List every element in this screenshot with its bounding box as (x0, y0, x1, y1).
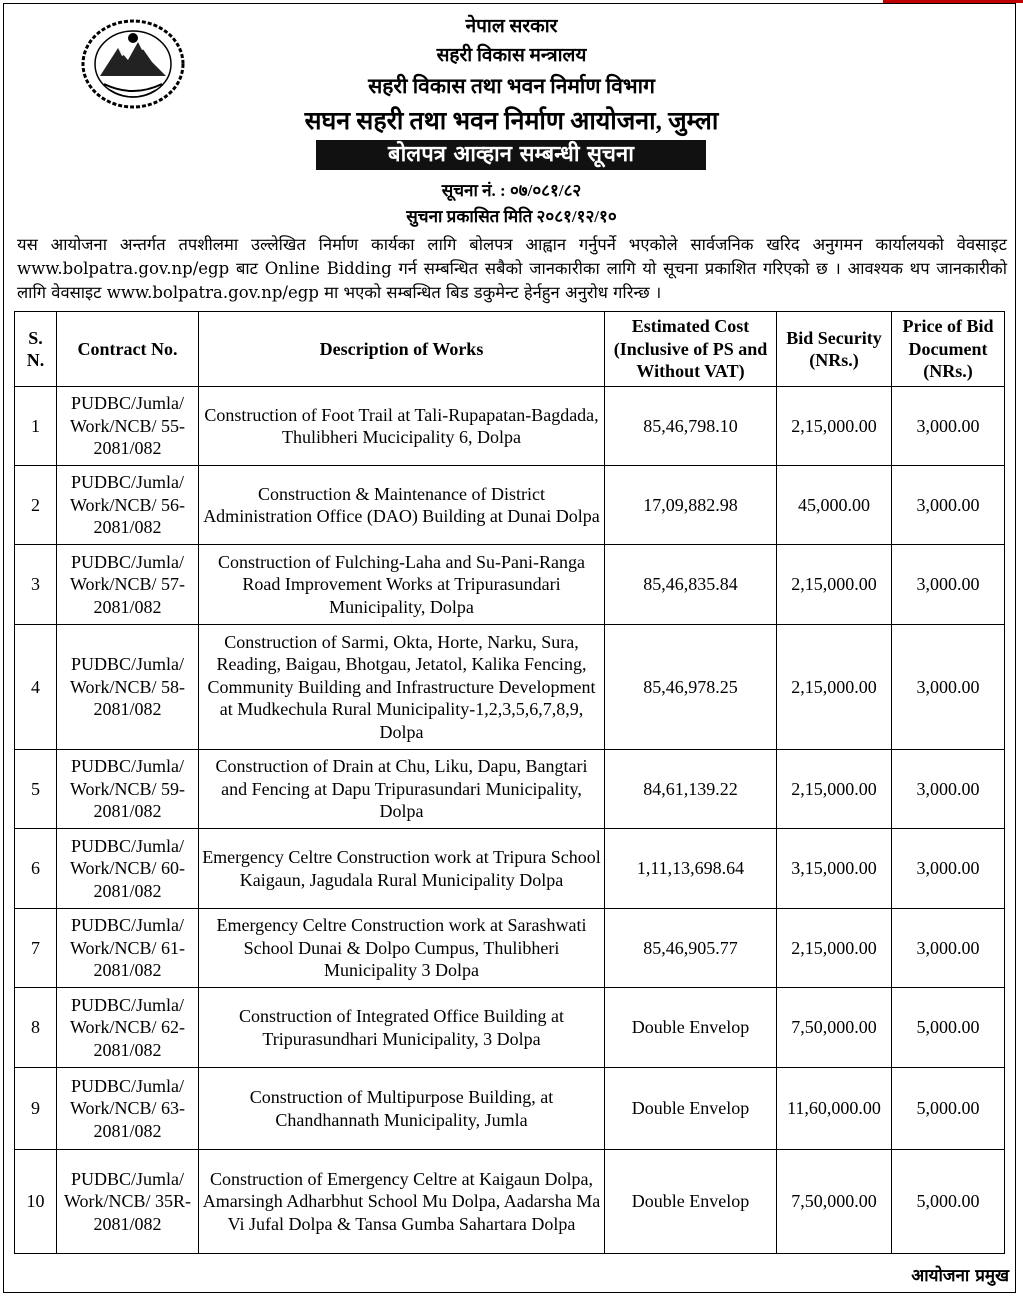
cell-contract-no: PUDBC/Jumla/ Work/NCB/ 60-2081/082 (57, 829, 199, 909)
cell-description: Construction of Integrated Office Building at Tripurasundhari Municipality, 3 Dolpa (199, 988, 605, 1068)
cell-bid-document-price: 3,000.00 (892, 466, 1005, 545)
table-row (15, 988, 1005, 1068)
cell-estimated-cost: Double Envelop (605, 988, 777, 1068)
header-description: Description of Works (199, 312, 605, 387)
cell-description: Construction & Maintenance of District Administration Office (DAO) Building at Dunai Dolpa (199, 466, 605, 545)
table-row (15, 466, 1005, 545)
cell-bid-document-price: 3,000.00 (892, 829, 1005, 909)
cell-bid-security: 7,50,000.00 (777, 1150, 892, 1254)
notice-title-banner: बोलपत्र आव्हान सम्बन्धी सूचना (316, 140, 706, 170)
published-date: सुचना प्रकासित मिति २०८१/१२/१० (406, 207, 617, 226)
signature-project-chief: आयोजना प्रमुख (911, 1266, 1009, 1286)
cell-sn: 7 (15, 909, 57, 988)
header-government: नेपाल सरकार (465, 16, 558, 37)
header-contract-no: Contract No. (57, 312, 199, 387)
table-row (15, 545, 1005, 625)
cell-bid-security: 2,15,000.00 (777, 909, 892, 988)
cell-description: Emergency Celtre Construction work at Tripura School Kaigaun, Jagudala Rural Municipality Dolpa (199, 829, 605, 909)
cell-contract-no: PUDBC/Jumla/ Work/NCB/ 56-2081/082 (57, 466, 199, 545)
notice-number: सूचना नं. : ०७/०८१/८२ (441, 181, 582, 200)
cell-bid-document-price: 3,000.00 (892, 387, 1005, 466)
cell-contract-no: PUDBC/Jumla/ Work/NCB/ 35R-2081/082 (57, 1150, 199, 1254)
cell-description: Construction of Emergency Celtre at Kaigaun Dolpa, Amarsingh Adharbhut School Mu Dolpa, Aadarsha Ma Vi Jufal Dolpa & Tansa Gumba Sahartara Dolpa (199, 1150, 605, 1254)
header-project: सघन सहरी तथा भवन निर्माण आयोजना, जुम्ला (304, 108, 719, 135)
cell-contract-no: PUDBC/Jumla/ Work/NCB/ 57-2081/082 (57, 545, 199, 625)
cell-bid-security: 3,15,000.00 (777, 829, 892, 909)
cell-estimated-cost: Double Envelop (605, 1068, 777, 1150)
header-department: सहरी विकास तथा भवन निर्माण विभाग (368, 74, 655, 98)
cell-bid-document-price: 3,000.00 (892, 909, 1005, 988)
cell-bid-security: 45,000.00 (777, 466, 892, 545)
cell-bid-document-price: 3,000.00 (892, 750, 1005, 829)
cell-contract-no: PUDBC/Jumla/ Work/NCB/ 63-2081/082 (57, 1068, 199, 1150)
table-row (15, 750, 1005, 829)
cell-sn: 8 (15, 988, 57, 1068)
cell-contract-no: PUDBC/Jumla/ Work/NCB/ 61-2081/082 (57, 909, 199, 988)
table-row (15, 1068, 1005, 1150)
cell-sn: 1 (15, 387, 57, 466)
header-bid-security: Bid Security (NRs.) (777, 312, 892, 387)
header-sn: S. N. (15, 312, 57, 387)
cell-bid-security: 2,15,000.00 (777, 625, 892, 750)
cell-estimated-cost: 85,46,835.84 (605, 545, 777, 625)
cell-bid-document-price: 3,000.00 (892, 545, 1005, 625)
cell-sn: 4 (15, 625, 57, 750)
intro-paragraph: यस आयोजना अन्तर्गत तपशीलमा उल्लेखित निर्माण कार्यका लागि बोलपत्र आह्वान गर्नुपर्ने भएकोले सार्वजनिक खरिद अनुगमन कार्यालयको वेवसाइट www.bolpatra.gov.np/egp बाट Online Bidding गर्न सम्बन्धित सबैको जानकारीका लागि यो सूचना प्रकाशित गरिएको छ । आवश्यक थप जानकारीको लागि वेवसाइट www.bolpatra.gov.np/egp मा भएको सम्बन्धित बिड डकुमेन्ट हेर्नहुन अनुरोध गरिन्छ । (17, 235, 1007, 302)
cell-sn: 6 (15, 829, 57, 909)
table-row (15, 829, 1005, 909)
cell-description: Construction of Foot Trail at Tali-Rupapatan-Bagdada, Thulibheri Mucicipality 6, Dolpa (199, 387, 605, 466)
cell-contract-no: PUDBC/Jumla/ Work/NCB/ 59-2081/082 (57, 750, 199, 829)
cell-estimated-cost: 1,11,13,698.64 (605, 829, 777, 909)
cell-description: Construction of Sarmi, Okta, Horte, Narku, Sura, Reading, Baigau, Bhotgau, Jetatol, Kalika Fencing, Community Building and Infrastructure Development at Mudkechula Rural Municipality-1,2,3,5,6,7,8,9, Dolpa (199, 625, 605, 750)
cell-bid-document-price: 5,000.00 (892, 1150, 1005, 1254)
cell-estimated-cost: 85,46,798.10 (605, 387, 777, 466)
cell-bid-security: 2,15,000.00 (777, 387, 892, 466)
cell-description: Emergency Celtre Construction work at Sarashwati School Dunai & Dolpo Cumpus, Thulibheri Municipality 3 Dolpa (199, 909, 605, 988)
cell-description: Construction of Multipurpose Building, at Chandhannath Municipality, Jumla (199, 1068, 605, 1150)
cell-estimated-cost: 85,46,905.77 (605, 909, 777, 988)
cell-sn: 2 (15, 466, 57, 545)
cell-estimated-cost: Double Envelop (605, 1150, 777, 1254)
cell-sn: 3 (15, 545, 57, 625)
cell-estimated-cost: 17,09,882.98 (605, 466, 777, 545)
cell-sn: 10 (15, 1150, 57, 1254)
cell-contract-no: PUDBC/Jumla/ Work/NCB/ 55-2081/082 (57, 387, 199, 466)
cell-bid-security: 2,15,000.00 (777, 750, 892, 829)
works-table (14, 311, 1005, 1254)
cell-sn: 9 (15, 1068, 57, 1150)
cell-contract-no: PUDBC/Jumla/ Work/NCB/ 62-2081/082 (57, 988, 199, 1068)
cell-contract-no: PUDBC/Jumla/ Work/NCB/ 58-2081/082 (57, 625, 199, 750)
table-row (15, 1150, 1005, 1254)
header-estimated-cost: Estimated Cost (Inclusive of PS and Without VAT) (605, 312, 777, 387)
cell-description: Construction of Fulching-Laha and Su-Pani-Ranga Road Improvement Works at Tripurasundari Municipality, Dolpa (199, 545, 605, 625)
table-row (15, 625, 1005, 750)
cell-bid-document-price: 5,000.00 (892, 988, 1005, 1068)
cell-bid-security: 11,60,000.00 (777, 1068, 892, 1150)
cell-description: Construction of Drain at Chu, Liku, Dapu, Bangtari and Fencing at Dapu Tripurasundari Municipality, Dolpa (199, 750, 605, 829)
cell-bid-document-price: 5,000.00 (892, 1068, 1005, 1150)
header-ministry: सहरी विकास मन्त्रालय (436, 45, 587, 66)
table-row (15, 909, 1005, 988)
cell-estimated-cost: 85,46,978.25 (605, 625, 777, 750)
cell-bid-security: 2,15,000.00 (777, 545, 892, 625)
cell-bid-document-price: 3,000.00 (892, 625, 1005, 750)
cell-sn: 5 (15, 750, 57, 829)
header-bid-document-price: Price of Bid Document (NRs.) (892, 312, 1005, 387)
cell-estimated-cost: 84,61,139.22 (605, 750, 777, 829)
cell-bid-security: 7,50,000.00 (777, 988, 892, 1068)
table-row (15, 387, 1005, 466)
table-header-row (15, 312, 1005, 387)
